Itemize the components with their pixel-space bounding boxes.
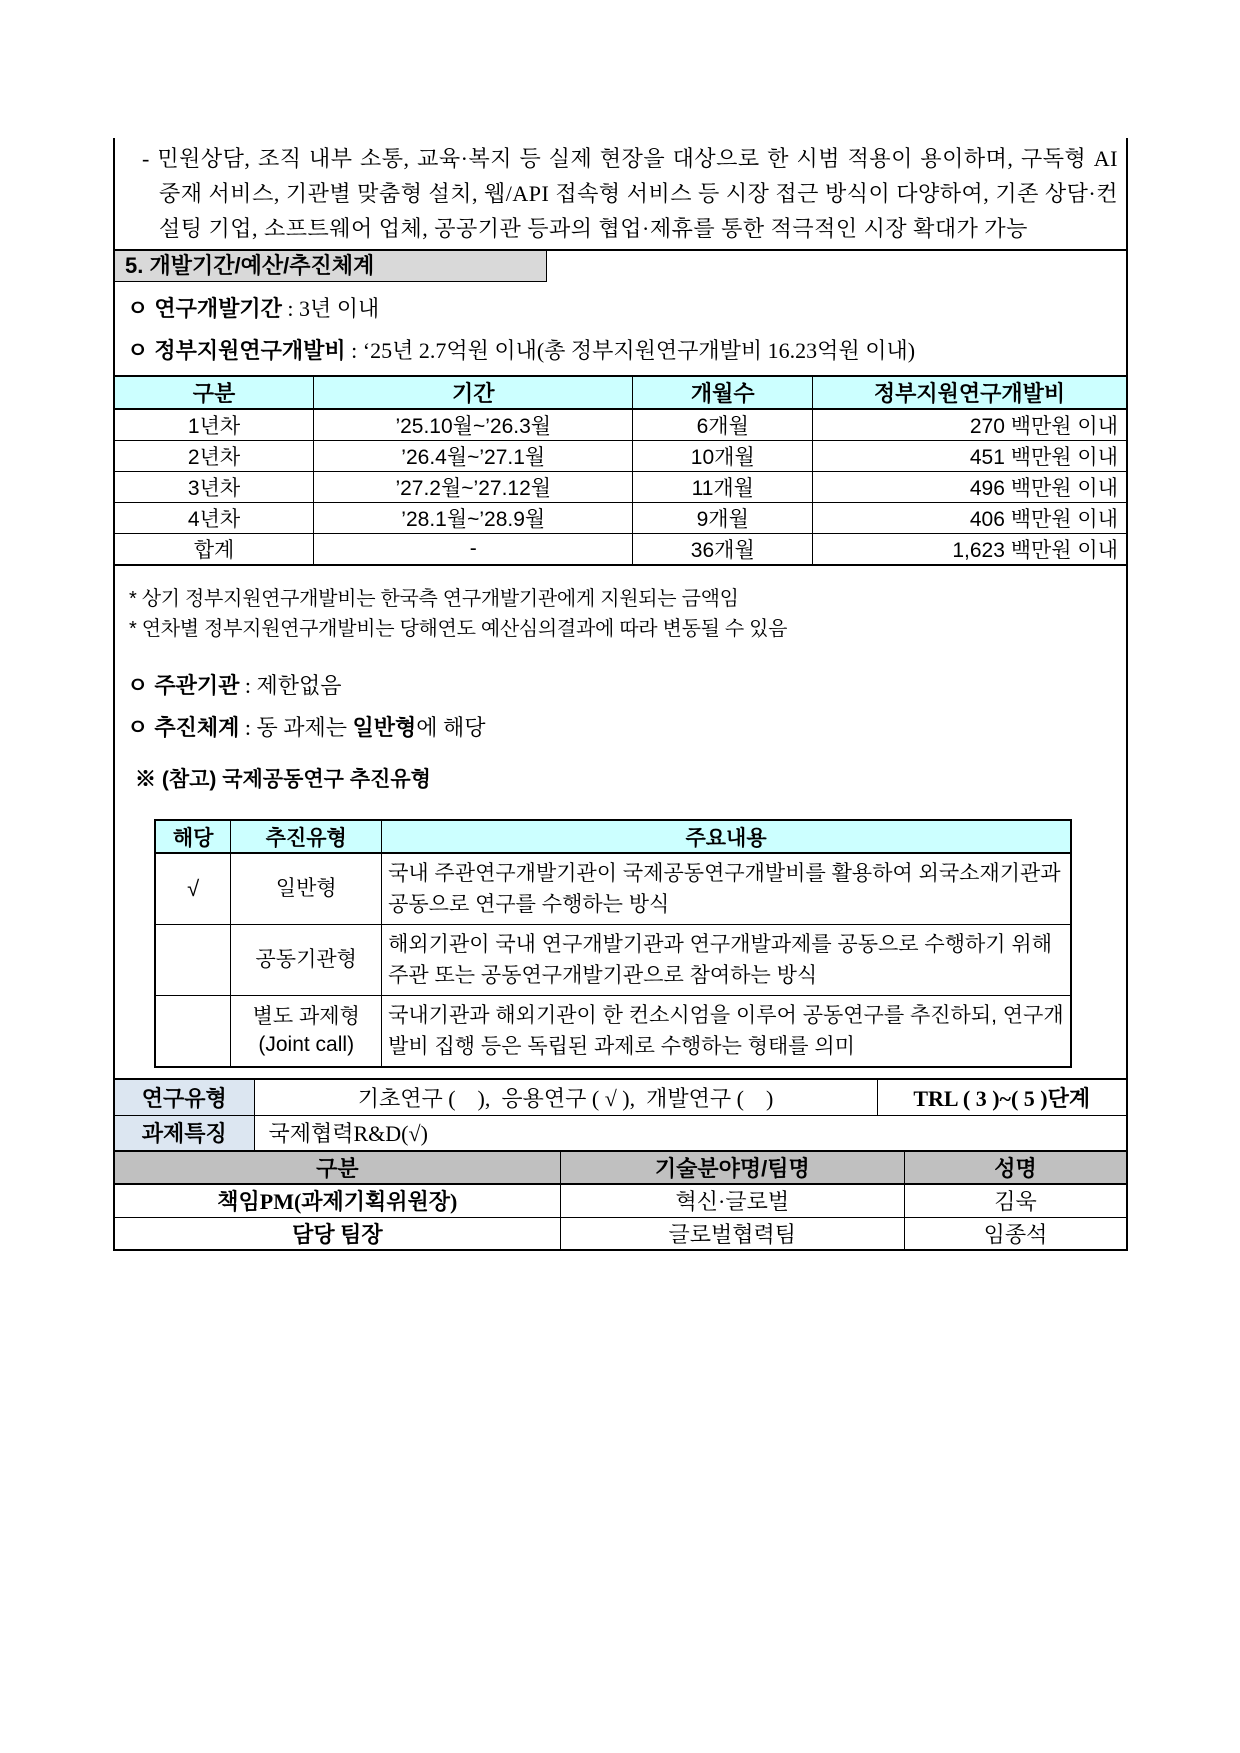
type-row-general (155, 853, 1071, 925)
budget-table-header-row (114, 376, 1127, 409)
cell-type-name: 일반형 (231, 853, 382, 925)
type-name-line2: (Joint call) (258, 1033, 355, 1056)
cell-year: 3년차 (114, 472, 314, 503)
type-header-check: 해당 (155, 820, 231, 853)
cell-year: 1년차 (114, 409, 314, 441)
cell-type-name (231, 996, 382, 1068)
bullet-block-top (113, 282, 1128, 375)
promo-system-label: ㅇ 추진체계 (127, 715, 240, 740)
cell-year: 2년차 (114, 441, 314, 472)
cell-pm-field: 혁신·글로벌 (560, 1184, 904, 1217)
type-table-band (113, 809, 1128, 1078)
type-table-header-row (155, 820, 1071, 853)
pm-row-team-leader (114, 1217, 1127, 1250)
table-row-year2 (114, 441, 1127, 472)
section-title: 5. 개발기간/예산/추진체계 (125, 253, 375, 278)
cell-type-desc: 해외기관이 국내 연구개발기관과 연구개발과제를 공동으로 수행하기 위해 주관 또는 공동연구개발기관으로 참여하는 방식 (382, 925, 1071, 996)
reference-heading: ※ (참고) 국제공동연구 추진유형 (135, 768, 431, 791)
budget-table (113, 375, 1128, 566)
cell-type-desc: 국내기관과 해외기관이 한 컨소시엄을 이루어 공동연구를 추진하되, 연구개발비 집행 등은 독립된 과제로 수행하는 형태를 의미 (382, 996, 1071, 1068)
cell-pm-field: 글로벌협력팀 (560, 1217, 904, 1250)
task-feature-label: 과제특징 (114, 1115, 254, 1151)
cell-budget: 1,623 백만원 이내 (813, 534, 1127, 566)
gov-budget-value: : ‘25년 2.7억원 이내(총 정부지원연구개발비 16.23억원 이내) (345, 338, 916, 363)
budget-header-budget: 정부지원연구개발비 (813, 376, 1127, 409)
pm-row-chief (114, 1184, 1127, 1217)
section-header-band (113, 251, 1128, 282)
bullet-research-period (127, 295, 1120, 322)
type-row-joint-call (155, 996, 1071, 1068)
cell-type-desc: 국내 주관연구개발기관이 국제공동연구개발비를 활용하여 외국소재기관과 공동으로 연구를 수행하는 방식 (382, 853, 1071, 925)
research-type-value: 기초연구 ( ), 응용연구 ( √ ), 개발연구 ( ) (254, 1079, 877, 1115)
cell-type-name: 공동기관형 (231, 925, 382, 996)
cell-budget: 496 백만원 이내 (813, 472, 1127, 503)
cell-pm-role: 담당 팀장 (114, 1217, 560, 1250)
research-type-label: 연구유형 (114, 1079, 254, 1115)
type-header-desc: 주요내용 (382, 820, 1071, 853)
cell-budget: 451 백만원 이내 (813, 441, 1127, 472)
cell-year: 합계 (114, 534, 314, 566)
cell-period: ’27.2월~’27.12월 (314, 472, 633, 503)
cell-check-mark (155, 996, 231, 1068)
table-row-year1 (114, 409, 1127, 441)
intro-paragraph-text: - 민원상담, 조직 내부 소통, 교육·복지 등 실제 현장을 대상으로 한 시범 적용이 용이하며, 구독형 AI 중재 서비스, 기관별 맞춤형 설치, 웹/API 접속형 서비스 등 시장 접근 방식이 다양하여, 기존 상담·컨설팅 기업, 소프트웨어 업체, 공공기관 등과의 협업·제휴를 통한 적극적인 시장 확대가 가능 (142, 146, 1118, 241)
cell-months: 6개월 (633, 409, 813, 441)
pm-header-category: 구분 (114, 1151, 560, 1184)
pm-table (113, 1150, 1128, 1251)
cell-period: ’25.10월~’26.3월 (314, 409, 633, 441)
cell-budget: 406 백만원 이내 (813, 503, 1127, 534)
cooperation-type-table (154, 819, 1072, 1068)
cell-check-mark: √ (155, 853, 231, 925)
gov-budget-label: ㅇ 정부지원연구개발비 (127, 338, 346, 363)
research-period-label: ㅇ 연구개발기간 (127, 296, 282, 321)
pm-table-header-row (114, 1151, 1127, 1184)
cell-months: 11개월 (633, 472, 813, 503)
cell-months: 9개월 (633, 503, 813, 534)
bullet-lead-org (127, 672, 1120, 699)
promo-system-post: 에 해당 (416, 715, 486, 740)
section-header (115, 251, 547, 282)
cell-budget: 270 백만원 이내 (813, 409, 1127, 441)
cell-year: 4년차 (114, 503, 314, 534)
cell-pm-role: 책임PM(과제기획위원장) (114, 1184, 560, 1217)
cell-pm-name: 임종석 (904, 1217, 1127, 1250)
research-period-value: : 3년 이내 (281, 296, 380, 321)
type-header-type: 추진유형 (231, 820, 382, 853)
bullet-block-bottom (113, 650, 1128, 809)
task-feature-row (114, 1115, 1127, 1151)
cell-period: ’26.4월~’27.1월 (314, 441, 633, 472)
table-row-total (114, 534, 1127, 566)
budget-header-period: 기간 (314, 376, 633, 409)
research-meta-table (113, 1078, 1128, 1152)
promo-system-pre: : 동 과제는 (239, 715, 353, 740)
table-row-year4 (114, 503, 1127, 534)
document-body (113, 138, 1128, 1251)
type-name-line1: 별도 과제형 (252, 1005, 360, 1028)
lead-org-value: : 제한없음 (239, 673, 342, 698)
cell-check-mark (155, 925, 231, 996)
task-feature-value: 국제협력R&D(√) (254, 1115, 1127, 1151)
type-row-joint-org (155, 925, 1071, 996)
cell-months: 10개월 (633, 441, 813, 472)
table-row-year3 (114, 472, 1127, 503)
cell-period: ’28.1월~’28.9월 (314, 503, 633, 534)
pm-header-field: 기술분야명/팀명 (560, 1151, 904, 1184)
intro-paragraph-cell (113, 138, 1128, 251)
bullet-promo-system (127, 714, 1120, 741)
cell-months: 36개월 (633, 534, 813, 566)
cell-pm-name: 김욱 (904, 1184, 1127, 1217)
footnote-line: * 상기 정부지원연구개발비는 한국측 연구개발기관에게 지원되는 금액임 (129, 588, 739, 610)
trl-stage-value: TRL ( 3 )~( 5 )단계 (877, 1079, 1127, 1115)
pm-header-name: 성명 (904, 1151, 1127, 1184)
footnotes-block (113, 566, 1128, 650)
budget-header-category: 구분 (114, 376, 314, 409)
cell-period: - (314, 534, 633, 566)
research-type-row (114, 1079, 1127, 1115)
budget-header-months: 개월수 (633, 376, 813, 409)
promo-system-bold: 일반형 (352, 715, 417, 740)
footnote-line: * 연차별 정부지원연구개발비는 당해연도 예산심의결과에 따라 변동될 수 있음 (129, 618, 788, 640)
lead-org-label: ㅇ 주관기관 (127, 673, 240, 698)
bullet-gov-budget (127, 337, 1120, 364)
